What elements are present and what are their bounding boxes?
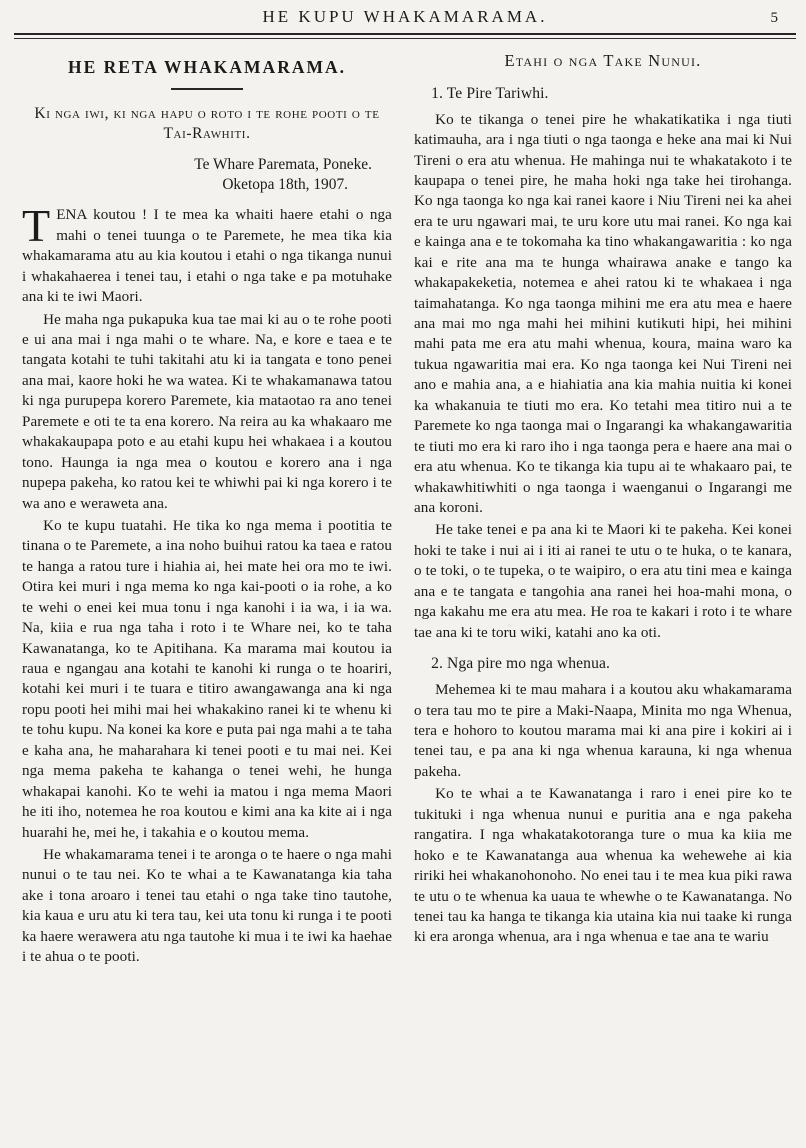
paragraph: Ko te kupu tuatahi. He tika ko nga mema i pootitia te tinana o te Paremete, a ina noho buihui ratou ka taea e ratou te hanga a ratou ture i hiahia ai, hei mate hei ora mo te iwi. Otira kei muri i nga mema ko nga kai-pooti o ia rohe, a ko te wehi o enei kei mua tonu i nga kanohi i ia wa, i ia wa. Na, kiia e rua nga taha i roto i te Whare nei, ko te taha Kawanatanga, ko te Apitihana. Ka marama mai koutou ia raua e ngangau ana kotahi te kanohi ki runga o te hoariri, kotahi kei muri i te tuara e titiro awangawanga ana ki nga ropu pooti hei mihi mai hei whakakino ranei ki te whenu ki te tohu kupu. Na konei ka kore e puta pai nga mahi a te taha e kaha ana, he maharahara ki tenei pooti e tu mai nei. Kei nga mema pakeha te kahanga o tenei wehi, he hunga whakapai kanohi. Ko te wehi ia matou i nga mema Maori he iti iho, notemea he roa koutou e kimi ana ka kite ai i nga huarahi he, mei he, i takahia e o koutou mema. [22, 517, 392, 841]
paragraph-opening-text: ENA koutou ! I te mea ka whaiti haere etahi o nga mahi o tenei tuunga o te Paremete, he mea tika kia whakamarama atu au kia koutou i etahi o nga tikanga nunui i whakahaerea i tenei tau, i etahi o nga take e pa motuhake ana ki te iwi Maori. [22, 207, 392, 306]
paragraph: Ko te tikanga o tenei pire he whakatikatika i nga tiuti katimauha, ara i nga tiuti o nga taonga e heke ana mai ki Nui Tireni o era atu whenua. He mahinga nui te whakatakoto i te kaupapa o tenei pire, he maha hoki nga take hei tirohanga. Ko nga taonga ko nga kai ranei kaore i Niu Tireni nei ka ahei era te uru ngawari mai, te uru kore utu mai ranei. Ko nga kai e kainga ana e te tokomaha ka tino whakangawaritia : ko nga kai e rite ana ma te hunga whairawa anake e tango ka whakapakeketia, notemea e ahei ratou ki te whakaea i nga taimahatanga. Ko nga taonga mihini me era atu mea e haere ana mai mo nga mahi hei mihini kutikuti hipi, hei mihini mahi pata me era atu mahi whenua, koura, maina waro ka tukua ngawaritia mai era. Ko nga taonga kei Nui Tireni nei ano e mahia ana, a e hiahiatia ana kia mahia nuitia ki konei ka whakanuia te tiuti mo era. Ko tetahi mea titiro nui a te Paremete ko nga taonga mai o Ingarangi ka whakangawaritia te tiuti mo era ki raro iho i nga taonga pera e haere ana mai o era atu whenua. Ko te tikanga kia tupu ai te whakaaro pai, te whakawhitiwhiti o nga taonga i waenganui o Ingarangi me ana koroni. [414, 111, 792, 516]
header-rule-thick [14, 33, 796, 35]
paragraph: He take tenei e pa ana ki te Maori ki te pakeha. Kei konei hoki te take i nui ai i iti ai ranei te utu o te huka, o te kanara, o te toki, o te tupeka, o te waipiro, o era atu tini mea e kainga ana e te tangata e tangohia ana ranei hei hoa-mahi mona, o nga kakahu me era atu mea. He roa te kakari i roto i te whare tae ana ki te toru wiki, katahi ano ka oti. [414, 522, 792, 641]
subsection-title: 2. Nga pire mo nga whenua. [431, 655, 611, 672]
date-line: Oketopa 18th, 1907. [222, 176, 348, 194]
dateline [22, 155, 392, 195]
drop-cap: T [22, 200, 51, 252]
place-line: Te Whare Paremata, Poneke. [194, 156, 372, 174]
page-title: HE KUPU WHAKAMARAMA. [262, 7, 548, 26]
left-column [14, 45, 392, 970]
right-column-body [414, 83, 792, 948]
running-head [14, 4, 796, 30]
paragraph: He whakamarama tenei i te aronga o te haere o nga mahi nunui o te tau nei. Ko te whai a te Kawanatanga kia taha ake i tona aroaro i tenei tau etahi o nga take tino tautohe, kia kaua e uru atu ki tera tau, kei uta tonu ki runga i te pooti ka haere werawera atu nga tautohe ki mua i te iwi ka haehae i te ahua o te pooti. [22, 846, 392, 966]
paragraph: Mehemea ki te mau mahara i a koutou aku whakamarama o tera tau mo te pire a Maki-Naapa, Minita mo nga Whenua, tera e hohoro to koutou marama mai ki ana pire i kokiri ai i tenei tau, e pa ana ki nga whenua karauna, ki nga whenua pakeha. [414, 682, 792, 780]
salutation-line: Ki nga iwi, ki nga hapu o roto i te rohe pooti o te Tai-Rawhiti. [34, 104, 380, 143]
left-column-body [22, 200, 392, 967]
paragraph: He maha nga pukapuka kua tae mai ki au o te rohe pooti e ui ana mai i nga mahi o te whare. Na, e kore e taea e te tangata kotahi te tuhi takitahi atu ki ia tangata e tono penei ana mai, kaore hoki he wa watea. Ki te whakamanawa tatou ki nga purupepa korero Paremete, kia mataotao ra ano tenei Paremete e oti te ta ena korero. Na reira au ka whakaaro me whakakaupapa poto e au etahi kupu hei whakaea i a koutou tono. Haunga ia nga mea o koutou e korero ana i nga nupepa pakeha, ko ratou kei te whiwhi pai ki nga korero i te wa ano e weraweta ana. [22, 311, 392, 512]
page-number: 5 [770, 10, 778, 26]
right-column [414, 45, 792, 970]
header-rule-thin [14, 38, 796, 39]
paragraph: Ko te whai a te Kawanatanga i raro i enei pire ko te tukituki i nga whenua nunui e puritia ana e nga pakeha rangatira. I nga whakatakotoranga ture o mua ka kiia me hoko e te Kawanatanga aua whenua ka wehewehe ai kia ririki hei whakanohonoho. No enei tau i te mea kua piki rawa te utu o te whenua ka uaua te whewhe o te Kawanatanga. No tenei tau ka hanga te tikanga kia utaina kia nui taake ki runga ki era aronga whenua, ara i nga whenua e tae ana te wariu [414, 786, 792, 946]
subsection-title: 1. Te Pire Tariwhi. [431, 84, 549, 102]
column-container [14, 45, 796, 970]
article-heading: HE RETA WHAKAMARAMA. [67, 56, 347, 77]
heading-divider-rule [171, 88, 243, 90]
paragraph-opening [22, 200, 392, 307]
section-heading: Etahi o nga Take Nunui. [504, 50, 702, 70]
